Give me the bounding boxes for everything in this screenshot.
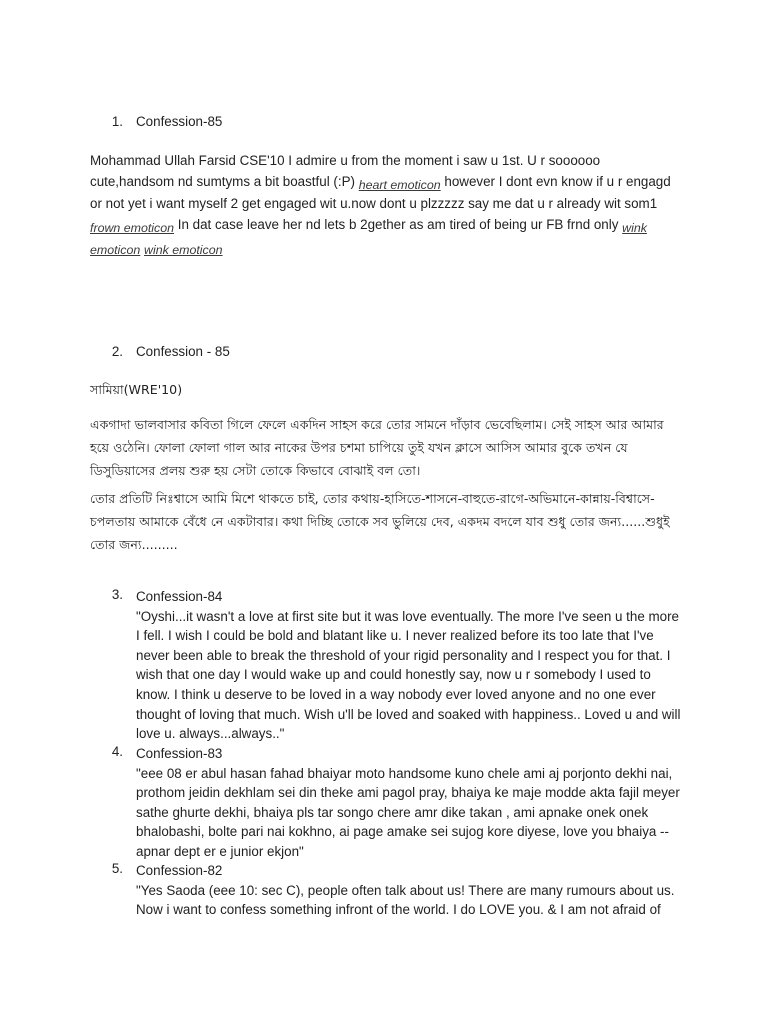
confession-body — [90, 150, 680, 258]
confession-title: Confession - 85 — [136, 344, 230, 359]
list-number: 3. — [111, 587, 123, 602]
list-item — [136, 744, 681, 862]
list-number: 2. — [111, 344, 123, 359]
list-number: 4. — [111, 744, 123, 759]
list-item — [136, 861, 681, 920]
list-number: 1. — [111, 114, 123, 129]
heart-emoticon-link[interactable]: heart emoticon — [358, 178, 441, 192]
wink-emoticon-link[interactable]: wink emoticon — [144, 243, 223, 257]
author-name: সামিয়া(WRE'10) — [90, 382, 183, 397]
confession-text: "Yes Saoda (eee 10: sec C), people often talk about us! There are many rumours about us. Now i want to confess something infront of the world. I do LOVE you. & I am not afraid of — [136, 882, 675, 918]
list-item — [136, 587, 681, 744]
confession-text: Mohammad Ullah Farsid CSE'10 I admire u from the moment i saw u 1st. U r soooooo cute,handsom nd sumtyms a bit boastful (:P) — [90, 153, 601, 189]
confession-title: Confession-85 — [136, 114, 223, 129]
frown-emoticon-link[interactable]: frown emoticon — [90, 221, 175, 235]
bengali-paragraph: একগাদা ভালবাসার কবিতা গিলে ফেলে একদিন সাহস করে তোর সামনে দাঁড়াব ভেবেছিলাম। সেই সাহস আর আমার হয়ে ওঠেনি। ফোলা ফোলা গাল আর নাকের উপর চশমা চাপিয়ে তুই যখন ক্লাসে আসিস আমার বুকে তখন যে ডিসুডিয়াসের প্রলয় শুরু হয় সেটা তোকে কিভাবে বোঝাই বল তো। — [90, 417, 664, 478]
confession-title: Confession-84 — [136, 589, 223, 604]
confession-text: In dat case leave her nd lets b 2gether as am tired of being ur FB frnd only — [177, 217, 619, 232]
confession-title: Confession-83 — [136, 746, 223, 761]
confession-text: "Oyshi...it wasn't a love at first site but it was love eventually. The more I've seen u the more I fell. I wish I could be bold and blatant like u. I never realized before its too late that I've never been able to break the threshold of your rigid personality and I respect you for that. I wish that one day I would wake up and could honestly say, now u r somebody I used to know. I think u deserve to be loved in a way nobody ever loved anyone and no one ever thought of loving that much. Wish u'll be loved and soaked with happiness.. Loved u and will love u. always...always.." — [136, 608, 681, 742]
confession-title: Confession-82 — [136, 863, 223, 878]
list-number: 5. — [111, 861, 123, 876]
wink-emoticon-link[interactable]: wink emoticon — [90, 221, 647, 257]
confession-text: however I dont evn know if u r engagd or not yet i want myself 2 get engaged wit u.now dont u plzzzzz say me dat u r already wit som1 — [90, 174, 671, 211]
confession-text: "eee 08 er abul hasan fahad bhaiyar moto handsome kuno chele ami aj porjonto dekhi nai, prothom jeidin dekhlam sei din theke ami pagol pray, bhaiya ke maje modde akta fajil meyer sathe ghurte dekhi, bhaiya pls tar songo chere amr dike takan , ami apnake onek onek bhalobashi, bolte pari nai kokhno, ai page amake sei sujog kore diyese, love you bhaiya -- apnar dept er e junior ekjon" — [136, 765, 680, 859]
bengali-paragraph: তোর প্রতিটি নিঃশ্বাসে আমি মিশে থাকতে চাই, তোর কথায়-হাসিতে-শাসনে-বাহুতে-রাগে-অভিমানে-কান্নায়-বিশ্বাসে-চপলতায় আমাকে বেঁধে নে একটাবার। কথা দিচ্ছি তোকে সব ভুলিয়ে দেব, একদম বদলে যাব শুধু তোর জন্য......শুধুই তোর জন্য......... — [90, 491, 670, 552]
